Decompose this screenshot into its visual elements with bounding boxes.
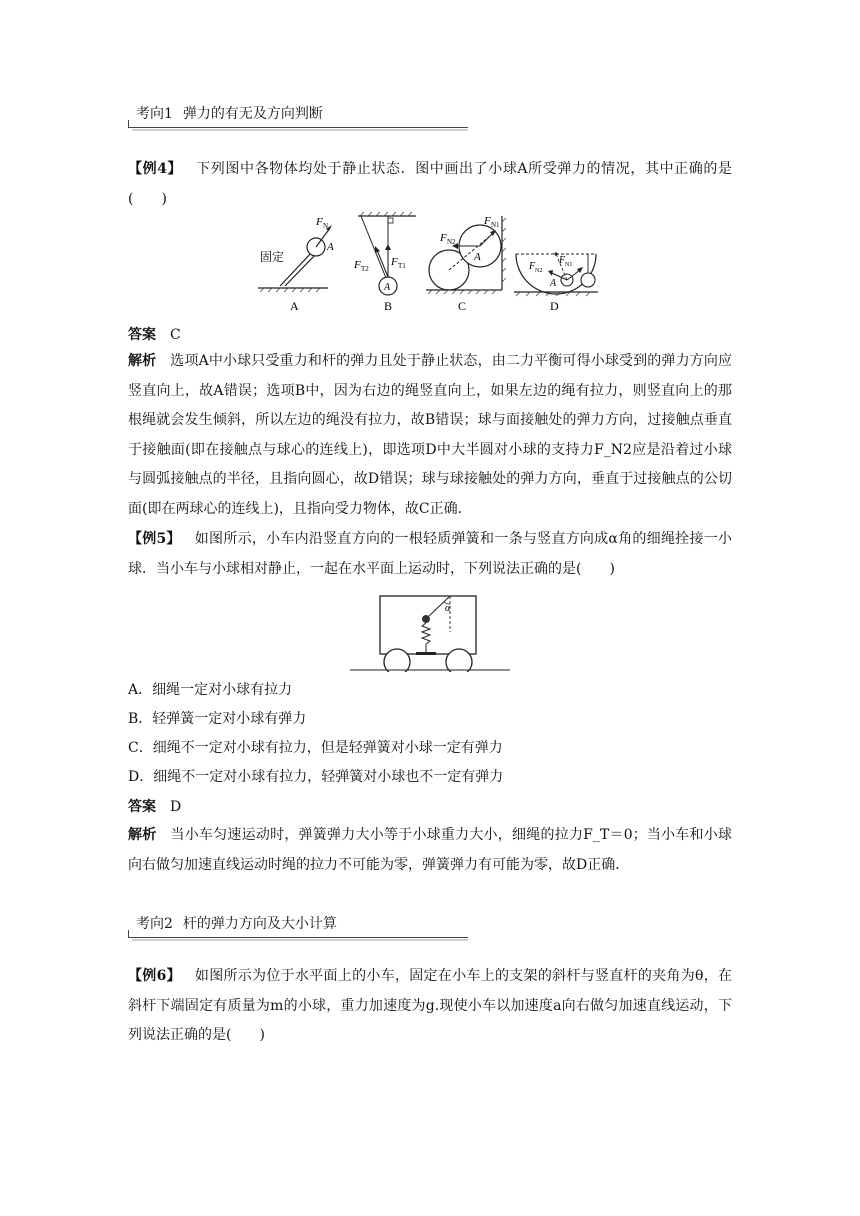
example-5-answer — [128, 797, 181, 817]
example-4-answer — [128, 325, 181, 345]
section-rule — [128, 937, 468, 938]
example-question-text: 下列图中各物体均处于静止状态．图中画出了小球A所受弹力的情况，其中正确的是( ) — [128, 161, 732, 207]
example-5-option-b: B．轻弹簧一定对小球有弹力 — [128, 711, 307, 727]
force-label-ft2: F — [354, 259, 361, 271]
example-question-text: 如图所示为位于水平面上的小车，固定在小车上的支架的斜杆与竖直杆的夹角为θ，在斜杆下端固定有质量为m的小球，重力加速度为g.现使小车以加速度a向右做匀加速直线运动，下列说法正确的是( ) — [128, 968, 732, 1043]
section-title-text: 杆的弹力方向及大小计算 — [182, 916, 337, 932]
example-5-question — [128, 525, 732, 584]
example-5-figure — [350, 592, 510, 672]
subfigure-d — [514, 252, 598, 313]
ball-label-a: A — [327, 241, 334, 253]
subfigure-c — [426, 215, 506, 313]
section-title-text: 弹力的有无及方向判断 — [182, 106, 323, 122]
force-subscript-n2-c: N2 — [447, 238, 456, 246]
example-label: 【例4】 — [128, 161, 183, 177]
section-rule-tick — [128, 120, 129, 128]
force-subscript-t2: T2 — [361, 265, 369, 273]
answer-value: C — [170, 327, 181, 343]
subfigure-label-b: B — [384, 299, 393, 313]
example-4-question — [128, 155, 732, 214]
section-number: 考向2 — [136, 916, 173, 932]
answer-label: 答案 — [128, 799, 156, 815]
analysis-label: 解析 — [128, 353, 157, 369]
section-rule-shade — [132, 939, 468, 941]
example-5-option-d: D．细绳不一定对小球有拉力，轻弹簧对小球也不一定有弹力 — [128, 769, 504, 785]
analysis-text: 选项A中小球只受重力和杆的弹力且处于静止状态，由二力平衡可得小球受到的弹力方向应竖直向上，故A错误；选项B中，因为右边的绳竖直向上，如果左边的绳有拉力，则竖直向上的那根绳就会发生倾斜，所以左边的绳没有拉力，故B错误；球与面接触处的弹力方向，过接触点垂直于接触面(即在接触点与球心的连线上)，即选项D中大半圆对小球的支持力F_N2应是沿着过小球与圆弧接触点的半径，且指向圆心，故D错误；球与球接触处的弹力方向，垂直于过接触点的公切面(即在两球心的连线上)，且指向受力物体，故C正确． — [128, 353, 733, 517]
section-heading-1 — [128, 104, 468, 128]
example-5-option-a: A．细绳一定对小球有拉力 — [128, 682, 293, 698]
force-subscript-n: N — [323, 222, 329, 230]
ball-d-label: A — [550, 278, 557, 289]
angle-alpha-label: α — [445, 603, 451, 614]
section-rule-shade — [132, 129, 468, 131]
example-4-figure — [250, 210, 600, 318]
example-4-analysis — [128, 347, 732, 524]
section-heading-title — [136, 914, 337, 934]
example-label: 【例6】 — [128, 968, 181, 984]
ball-c-label: A — [474, 251, 481, 263]
analysis-text: 当小车匀速运动时，弹簧弹力大小等于小球重力大小，细绳的拉力F_T＝0；当小车和小球向右做匀加速直线运动时绳的拉力不可能为零，弹簧弹力有可能为零，故D正确． — [128, 827, 732, 873]
analysis-label: 解析 — [128, 827, 157, 843]
section-rule-tick — [128, 930, 129, 938]
force-label-fn2-d: F — [529, 261, 536, 272]
example-question-text: 如图所示，小车内沿竖直方向的一根轻质弹簧和一条与竖直方向成α角的细绳拴接一小球．当小车与小球相对静止，一起在水平面上运动时，下列说法正确的是( ) — [128, 531, 732, 577]
force-subscript-n2-d: N2 — [535, 268, 543, 274]
subfigure-label-d: D — [550, 299, 559, 313]
section-rule — [128, 127, 468, 128]
fixed-label: 固定 — [260, 250, 285, 264]
example-5-analysis — [128, 821, 732, 880]
force-label-f: F — [316, 216, 323, 228]
answer-label: 答案 — [128, 327, 156, 343]
subfigure-label-a: A — [290, 299, 299, 313]
subfigure-a — [258, 216, 334, 313]
ball-b-label: A — [384, 282, 391, 293]
force-label-fn1-c: F — [484, 215, 491, 227]
force-label-ft1: F — [391, 256, 398, 268]
example-6-question — [128, 962, 732, 1051]
section-heading-2 — [128, 914, 468, 938]
force-subscript-n1-d: N1 — [565, 262, 573, 268]
force-subscript-n1-c: N1 — [491, 221, 500, 229]
force-label-fn1-d: F — [559, 255, 566, 266]
section-heading-title — [136, 104, 323, 124]
subfigure-b — [353, 212, 416, 313]
force-label-fn2-c: F — [440, 232, 447, 244]
answer-value: D — [170, 799, 182, 815]
subfigure-label-c: C — [458, 299, 467, 313]
force-subscript-t1: T1 — [398, 262, 406, 270]
example-5-option-c: C．细绳不一定对小球有拉力，但是轻弹簧对小球一定有弹力 — [128, 740, 503, 756]
example-label: 【例5】 — [128, 531, 181, 547]
section-number: 考向1 — [136, 106, 173, 122]
